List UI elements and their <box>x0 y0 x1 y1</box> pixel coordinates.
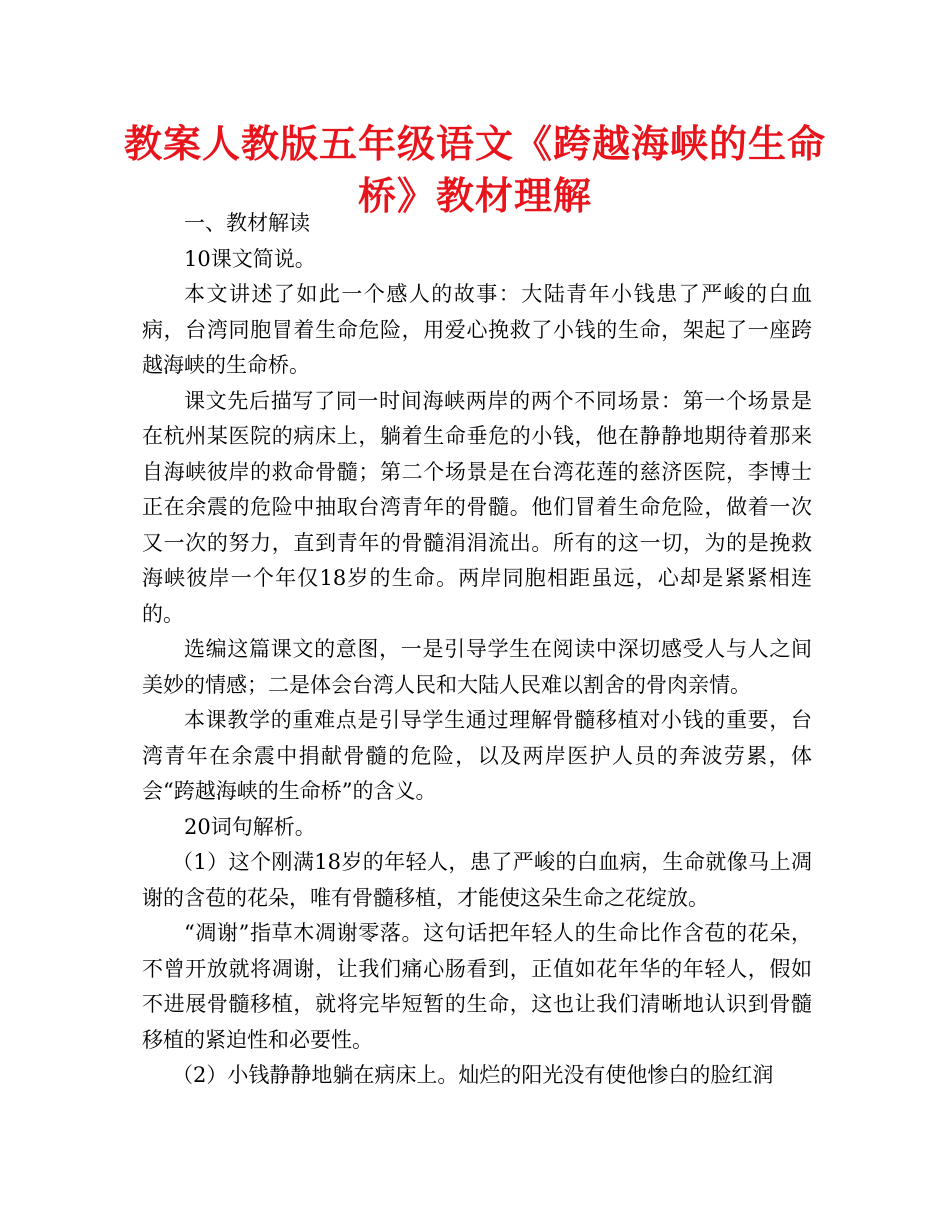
section-heading: 一、教材解读 <box>184 211 310 235</box>
body-paragraph: 本文讲述了如此一个感人的故事：大陆青年小钱患了严峻的白血病，台湾同胞冒着生命危险，用爱心挽救了小钱的生命，架起了一座跨越海峡的生命桥。 <box>142 282 812 377</box>
body-paragraph: 选编这篇课文的意图，一是引导学生在阅读中深切感受人与人之间美妙的情感；二是体会台湾人民和大陆人民难以割舍的骨肉亲情。 <box>142 637 812 697</box>
quoted-sentence: （2）小钱静静地躺在病床上。灿烂的阳光没有使他惨白的脸红润 <box>172 1063 774 1087</box>
document-body <box>142 206 812 1094</box>
quoted-sentence: （1）这个刚满18岁的年轻人，患了严峻的白血病，生命就像马上凋谢的含苞的花朵，唯有骨髓移植，才能使这朵生命之花绽放。 <box>142 850 812 910</box>
body-paragraph: “凋谢”指草木凋谢零落。这句话把年轻人的生命比作含苞的花朵，不曾开放就将凋谢，让我们痛心肠看到，正值如花年华的年轻人，假如不进展骨髓移植，就将完毕短暂的生命，这也让我们清晰地认识到骨髓移植的紧迫性和必要性。 <box>142 921 812 1052</box>
subsection-heading: 10课文简说。 <box>184 246 316 271</box>
body-paragraph: 本课教学的重难点是引导学生通过理解骨髓移植对小钱的重要，台湾青年在余震中捐献骨髓的危险，以及两岸医护人员的奔波劳累，体会“跨越海峡的生命桥”的含义。 <box>142 708 812 803</box>
document-title: 教案人教版五年级语文《跨越海峡的生命桥》教材理解 <box>123 122 826 218</box>
subsection-heading: 20词句解析。 <box>184 814 316 839</box>
body-paragraph: 课文先后描写了同一时间海峡两岸的两个不同场景：第一个场景是在杭州某医院的病床上，躺着生命垂危的小钱，他在静静地期待着那来自海峡彼岸的救命骨髓；第二个场景是在台湾花莲的慈济医院，李博士正在余震的危险中抽取台湾青年的骨髓。他们冒着生命危险，做着一次又一次的努力，直到青年的骨髓涓涓流出。所有的这一切，为的是挽救海峡彼岸一个年仅18岁的生命。两岸同胞相距虽远，心却是紧紧相连的。 <box>142 388 812 626</box>
